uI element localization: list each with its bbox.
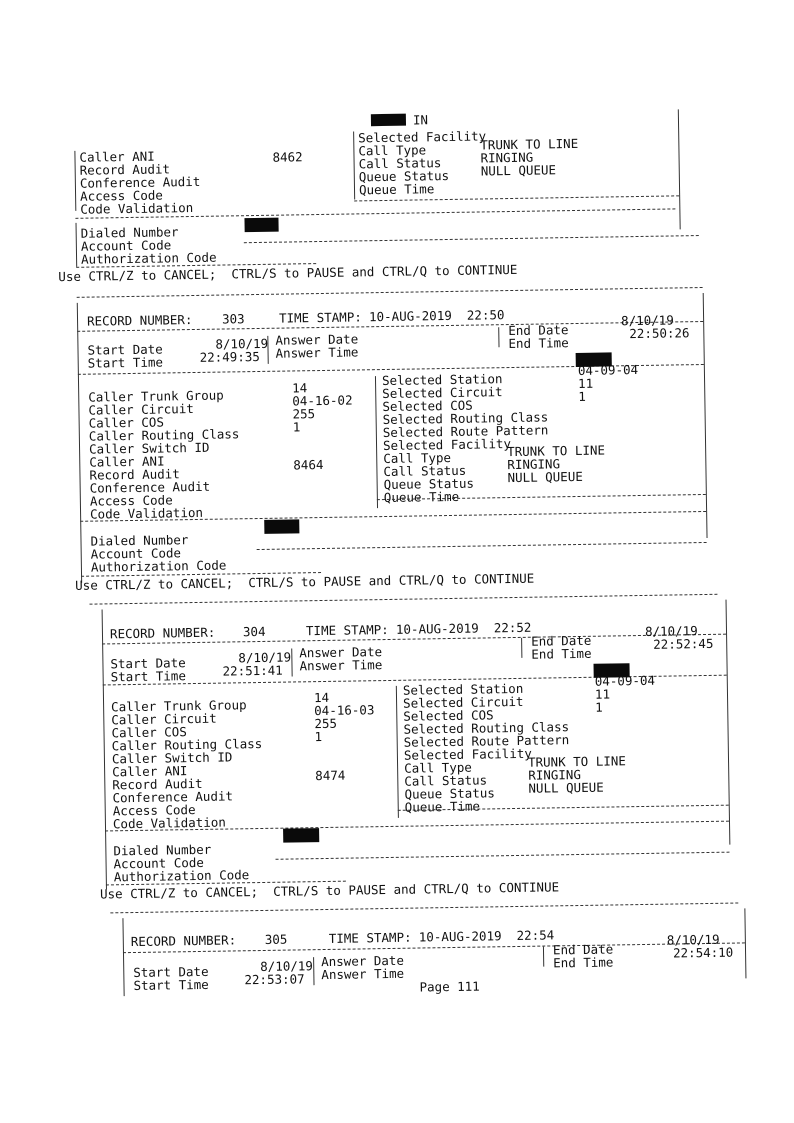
field-label: Access Code [79,187,163,204]
answer-date-label: Answer Date [299,644,383,661]
end-time-label: End Time [508,335,569,352]
box-border [396,686,399,818]
field-label: Code Validation [112,814,226,832]
box-border [291,648,292,676]
field-label: Call Type [358,142,427,159]
field-label: Conference Audit [79,173,201,191]
divider [77,287,703,298]
record-number: 303 [221,311,245,327]
field-label: Conference Audit [89,478,211,496]
field-label: Selected Facility [403,745,532,763]
answer-time-label: Answer Time [275,344,359,361]
field-label: Caller Trunk Group [110,697,247,715]
box-border [74,151,76,211]
field-label: Record Audit [79,161,171,178]
answer-time-label: Answer Time [299,657,383,674]
caller-ani-value: 8462 [272,149,303,165]
box-border [521,638,522,658]
field-value: TRUNK TO LINE [480,135,579,153]
field-label: Queue Status [383,475,475,493]
field-label: Selected COS [403,707,494,724]
box-border [76,223,78,267]
field-value: 1 [578,388,586,404]
field-label: Selected Facility [358,128,487,146]
field-value: 1 [314,729,323,745]
console-prompt: Use CTRL/Z to CANCEL; CTRL/S to PAUSE and CTRL/Q to CONTINUE [99,879,560,902]
field-label: Dialed Number [80,224,179,241]
box-border [313,957,314,985]
time-stamp-label: TIME STAMP: [328,929,412,946]
page-number: Page 111 [419,978,480,995]
field-value: RINGING [480,149,534,166]
record-number: 305 [264,931,288,947]
field-label: Selected Route Pattern [403,732,570,750]
field-label: Access Code [89,492,173,509]
field-label: Dialed Number [113,841,212,859]
field-label: Caller COS [88,414,165,431]
field-label: Queue Time [383,488,460,506]
redaction-bar [244,218,278,233]
field-label: Access Code [112,802,196,819]
field-label: Selected Circuit [402,693,524,711]
field-label: Account Code [113,854,205,872]
field-label: Caller ANI [89,453,165,470]
field-value: 1 [595,699,603,715]
field-label: Caller COS [111,724,187,741]
field-value: 04-16-03 [314,702,375,719]
field-label: Call Status [358,155,442,172]
field-label: Account Code [90,545,182,562]
box-border [726,600,731,845]
field-label: Caller Switch ID [88,439,210,457]
start-time-label: Start Time [110,668,187,685]
start-time-label: Start Time [133,976,209,994]
time-stamp-label: TIME STAMP: [305,621,389,639]
field-label: Queue Time [404,798,481,815]
field-label: Dialed Number [90,532,189,549]
field-value: 04-16-02 [292,392,353,409]
time-stamp-label: TIME STAMP: [278,309,362,326]
box-border [543,947,544,967]
end-time-label: End Time [553,954,614,971]
divider [89,594,717,605]
field-value: 255 [292,406,316,422]
answer-date-label: Answer Date [321,952,405,970]
field-value: 11 [577,375,594,391]
start-time-label: Start Time [87,354,164,371]
field-value: 8474 [315,767,346,784]
time-stamp: 10-AUG-2019 22:54 [418,927,555,945]
start-date-label: Start Date [110,655,186,672]
field-label: Caller Circuit [111,710,217,728]
console-prompt: Use CTRL/Z to CANCEL; CTRL/S to PAUSE and CTRL/Q to CONTINUE [58,261,518,285]
field-label: Selected Route Pattern [382,422,549,441]
box-border [77,303,82,583]
answer-time-label: Answer Time [321,965,405,983]
end-time: 22:52:45 [653,635,714,652]
end-date-label: End Date [508,322,569,339]
field-value: RINGING [528,766,582,783]
box-border [267,336,268,364]
field-value: 11 [594,686,611,702]
start-date: 8/10/19 [260,958,314,975]
end-date: 8/10/19 [620,312,674,329]
field-label: Queue Status [404,785,495,802]
divider [257,542,707,550]
start-date: 8/10/19 [215,335,269,352]
field-label: Authorization Code [113,867,250,885]
record-number: 304 [242,623,266,640]
field-value: TRUNK TO LINE [527,753,626,770]
time-stamp: 10-AUG-2019 22:52 [395,619,532,637]
field-label: Caller ANI [79,148,155,165]
field-value: NULL QUEUE [507,468,583,486]
field-label: Caller Switch ID [111,749,233,767]
field-label: Selected Routing Class [403,719,570,737]
end-date-label: End Date [531,632,592,649]
field-value: 14 [313,689,330,706]
field-value: NULL QUEUE [480,162,557,179]
field-value: 14 [292,380,308,396]
field-value: RINGING [507,456,561,473]
redaction-bar [371,114,406,127]
box-border [375,376,378,508]
record-number-label: RECORD NUMBER: [109,624,216,642]
field-label: Record Audit [89,466,180,483]
field-value: 04-09-04 [577,362,639,378]
field-label: Authorization Code [80,249,217,267]
end-date: 8/10/19 [666,931,720,948]
field-label: Call Type [403,759,472,776]
start-date: 8/10/19 [238,649,292,666]
field-label: Selected Station [402,680,524,698]
box-border [498,327,499,347]
field-value: 8464 [293,456,324,473]
box-border [703,293,708,538]
start-time: 22:49:35 [199,348,260,365]
end-date-label: End Date [552,941,614,958]
field-label: Call Status [383,462,467,480]
field-label: Caller ANI [112,763,188,780]
field-value: TRUNK TO LINE [507,442,606,460]
redaction-bar [283,828,319,843]
field-value: NULL QUEUE [528,779,604,796]
divider [110,903,738,914]
field-label: Selected Facility [382,436,512,454]
field-label: Authorization Code [90,557,227,575]
field-label: Selected Routing Class [382,409,549,428]
box-border [353,131,355,199]
field-label: Call Type [383,449,452,467]
start-date-label: Start Date [133,963,209,981]
field-label: Caller Trunk Group [88,387,224,405]
redaction-bar [264,519,299,534]
record-number-label: RECORD NUMBER: [86,312,193,329]
end-date: 8/10/19 [644,623,698,639]
field-value: 1 [292,419,301,435]
answer-date-label: Answer Date [275,331,359,348]
end-time: 22:54:10 [672,944,734,961]
field-label: Conference Audit [112,788,234,806]
direction-label: IN [412,112,429,128]
start-date-label: Start Date [87,341,163,358]
field-label: Selected Circuit [382,384,503,402]
record-number-label: RECORD NUMBER: [130,932,237,950]
field-label: Caller Circuit [88,401,194,418]
box-border [102,609,107,889]
divider [244,235,699,243]
field-label: Account Code [80,237,172,254]
field-label: Call Status [404,772,488,789]
field-label: Record Audit [112,775,203,793]
field-value: 04-09-04 [594,672,656,689]
field-label: Code Validation [89,504,204,522]
start-time: 22:53:07 [244,971,305,988]
start-time: 22:51:41 [222,662,283,679]
end-time: 22:50:26 [629,325,690,342]
field-label: Caller Routing Class [88,426,240,444]
time-stamp: 10-AUG-2019 22:50 [368,307,505,325]
field-label: Queue Time [358,181,435,198]
divider [276,852,730,860]
field-label: Code Validation [80,199,194,217]
field-label: Caller Routing Class [111,735,263,754]
field-label: Selected COS [382,397,473,415]
field-value: 255 [314,715,338,732]
box-border [122,918,124,996]
box-border [678,109,681,229]
end-time-label: End Time [531,645,592,662]
field-label: Queue Status [358,167,450,185]
console-prompt: Use CTRL/Z to CANCEL; CTRL/S to PAUSE and CTRL/Q to CONTINUE [75,570,535,593]
field-label: Selected Station [381,371,503,389]
